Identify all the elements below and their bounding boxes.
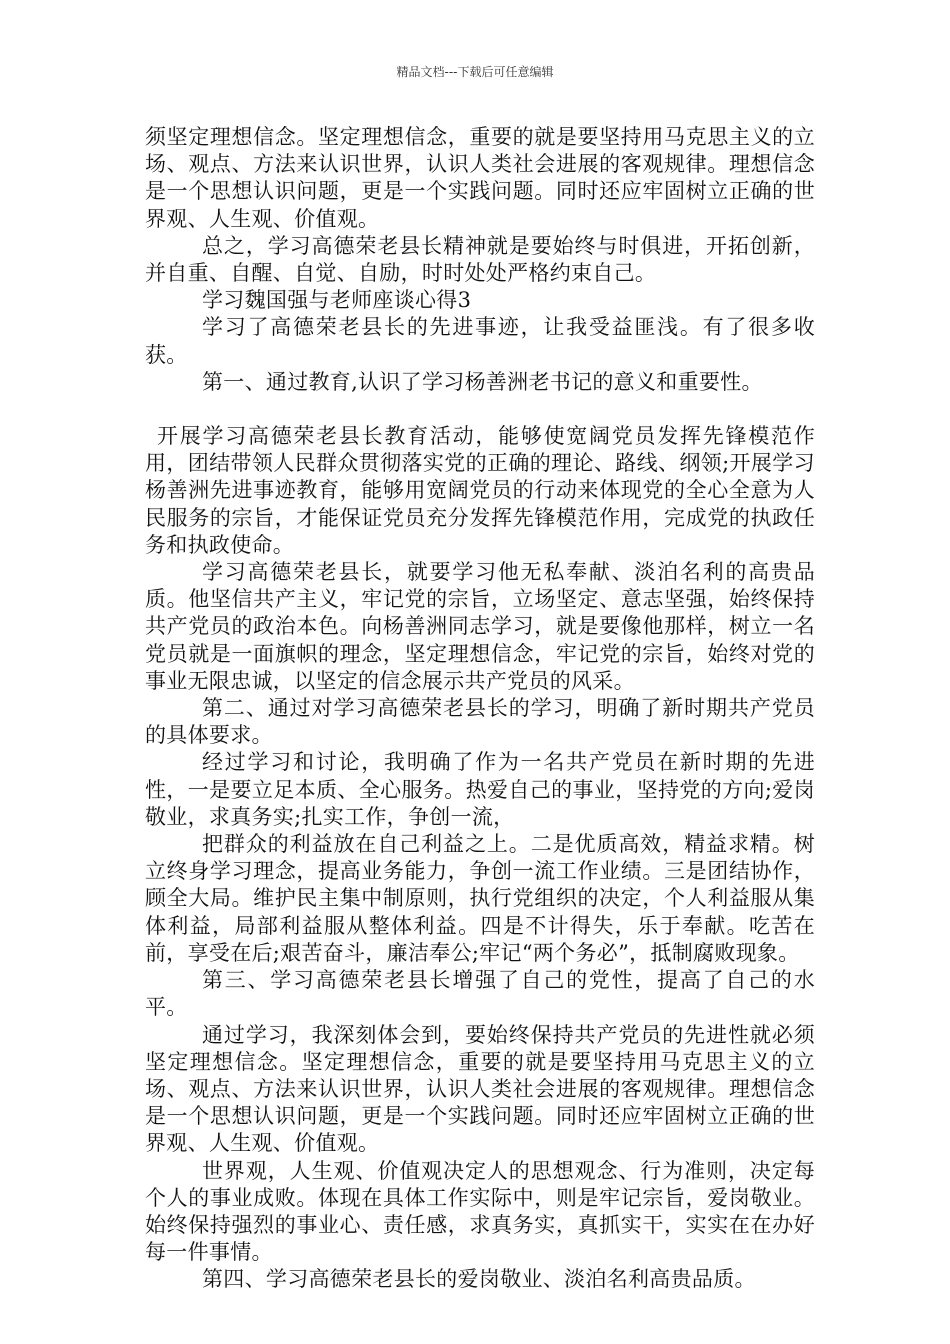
paragraph: 经过学习和讨论，我明确了作为一名共产党员在新时期的先进性，一是要立足本质、全心服务。热爱自己的事业，坚持党的方向;爱岗敬业，求真务实;扎实工作，争创一流， bbox=[145, 750, 815, 829]
paragraph: 开展学习高德荣老县长教育活动，能够使宽阔党员发挥先锋模范作用，团结带领人民群众贯彻落实党的正确的理论、路线、纲领;开展学习杨善洲先进事迹教育，能够用宽阔党员的行动来体现党的全心全意为人民服务的宗旨，才能保证党员充分发挥先锋模范作用，完成党的执政任务和执政使命。 bbox=[145, 424, 815, 557]
paragraph-summary: 总之，学习高德荣老县长精神就是要始终与时俱进，开拓创新，并自重、自醒、自觉、自励，时时处处严格约束自己。 bbox=[145, 233, 815, 286]
section-heading: 学习魏国强与老师座谈心得3 bbox=[202, 288, 472, 313]
point-one-heading: 第一、通过教育,认识了学习杨善洲老书记的意义和重要性。 bbox=[202, 369, 763, 394]
paragraph: 学习高德荣老县长，就要学习他无私奉献、淡泊名利的高贵品质。他坚信共产主义，牢记党的宗旨，立场坚定、意志坚强，始终保持共产党员的政治本色。向杨善洲同志学习，就是要像他那样，树立一名党员就是一面旗帜的理念，坚定理想信念，牢记党的宗旨，始终对党的事业无限忠诚，以坚定的信念展示共产党员的风采。 bbox=[145, 560, 815, 693]
paragraph: 世界观，人生观、价值观决定人的思想观念、行为准则，决定每个人的事业成败。体现在具体工作实际中，则是牢记宗旨，爱岗敬业。始终保持强烈的事业心、责任感，求真务实，真抓实干，实实在在办好每一件事情。 bbox=[145, 1158, 815, 1265]
point-two-heading: 第二、通过对学习高德荣老县长的学习，明确了新时期共产党员的具体要求。 bbox=[145, 696, 815, 748]
paragraph: 通过学习，我深刻体会到，要始终保持共产党员的先进性就必须坚定理想信念。坚定理想信念，重要的就是要坚持用马克思主义的立场、观点、方法来认识世界，认识人类社会进展的客观规律。理想信念是一个思想认识问题，更是一个实践问题。同时还应牢固树立正确的世界观、人生观、价值观。 bbox=[145, 1022, 815, 1156]
page-header: 精品文档---下载后可任意编辑 bbox=[396, 65, 554, 79]
document-body bbox=[145, 124, 815, 1294]
point-four-heading: 第四、学习高德荣老县长的爱岗敬业、淡泊名利高贵品质。 bbox=[202, 1267, 756, 1292]
paragraph-continued: 须坚定理想信念。坚定理想信念，重要的就是要坚持用马克思主义的立场、观点、方法来认识世界，认识人类社会进展的客观规律。理想信念是一个思想认识问题，更是一个实践问题。同时还应牢固树立正确的世界观、人生观、价值观。 bbox=[145, 125, 815, 231]
point-three-heading: 第三、学习高德荣老县长增强了自己的党性，提高了自己的水平。 bbox=[145, 968, 815, 1020]
paragraph: 把群众的利益放在自己利益之上。二是优质高效，精益求精。树立终身学习理念，提高业务能力，争创一流工作业绩。三是团结协作，顾全大局。维护民主集中制原则，执行党组织的决定，个人利益服从集体利益，局部利益服从整体利益。四是不计得失，乐于奉献。吃苦在前，享受在后;艰苦奋斗，廉洁奉公;牢记“两个务必”，抵制腐败现象。 bbox=[145, 832, 815, 965]
paragraph-intro: 学习了高德荣老县长的先进事迹，让我受益匪浅。有了很多收获。 bbox=[145, 315, 815, 367]
